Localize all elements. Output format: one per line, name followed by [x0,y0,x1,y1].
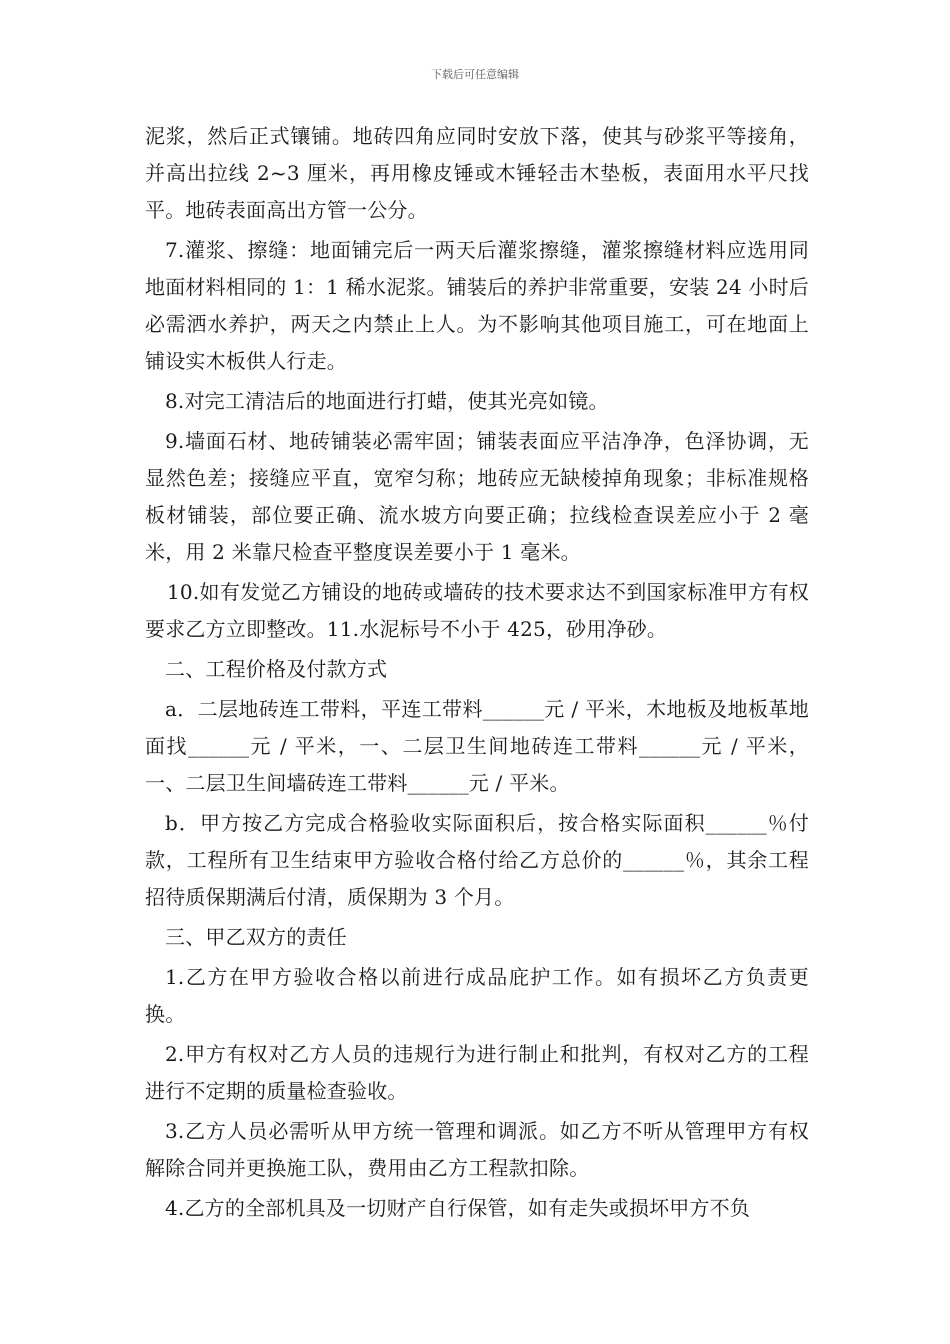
paragraph-item-8: 8.对完工清洁后的地面进行打蜡，使其光亮如镜。 [165,389,609,413]
paragraph-resp-4: 4.乙方的全部机具及一切财产自行保管，如有走失或损坏甲方不负 [165,1196,751,1220]
page-header: 下载后可任意编辑 [431,68,519,81]
paragraph-resp-2: 2.甲方有权对乙方人员的违规行为进行制止和批判，有权对乙方的工程进行不定期的质量检查验收。 [145,1042,809,1103]
paragraph-item-a: a．二层地砖连工带料，平连工带料______元 / 平米，木地板及地板革地面找______元 / 平米，一、二层卫生间地砖连工带料______元 / 平米，一、二层卫生间墙砖连工带料______元 / 平米。 [145,697,809,795]
paragraph-item-b: b．甲方按乙方完成合格验收实际面积后，按合格实际面积______％付款，工程所有卫生结束甲方验收合格付给乙方总价的______％，其余工程招待质保期满后付清，质保期为 3 个月。 [145,811,809,909]
paragraph-resp-1: 1.乙方在甲方验收合格以前进行成品庇护工作。如有损坏乙方负责更换。 [145,965,809,1026]
paragraph-item-9: 9.墙面石材、地砖铺装必需牢固；铺装表面应平洁净净，色泽协调，无显然色差；接缝应平直，宽窄匀称；地砖应无缺棱掉角现象；非标准规格板材铺装，部位要正确、流水坡方向要正确；拉线检查误差应小于 2 毫米，用 2 米靠尺检查平整度误差要小于 1 毫米。 [145,429,809,564]
paragraph-resp-3: 3.乙方人员必需听从甲方统一管理和调派。如乙方不听从管理甲方有权解除合同并更换施工队，费用由乙方工程款扣除。 [145,1119,809,1180]
paragraph-item-7: 7.灌浆、擦缝：地面铺完后一两天后灌浆擦缝，灌浆擦缝材料应选用同地面材料相同的 1：1 稀水泥浆。铺装后的养护非常重要，安装 24 小时后必需洒水养护，两天之内禁止上人。为不影响其他项目施工，可在地面上铺设实木板供人行走。 [145,238,809,373]
paragraph-continuation: 泥浆，然后正式镶铺。地砖四角应同时安放下落，使其与砂浆平等接角，并高出拉线 2~3 厘米，再用橡皮锤或木锤轻击木垫板，表面用水平尺找平。地砖表面高出方管一公分。 [145,124,809,222]
paragraph-item-10-11: 10.如有发觉乙方铺设的地砖或墙砖的技术要求达不到国家标准甲方有权要求乙方立即整改。11.水泥标号不小于 425，砂用净砂。 [145,580,809,641]
section-heading-responsibilities: 三、甲乙双方的责任 [165,925,347,949]
section-heading-price: 二、工程价格及付款方式 [165,657,388,681]
document-body [145,118,809,1230]
